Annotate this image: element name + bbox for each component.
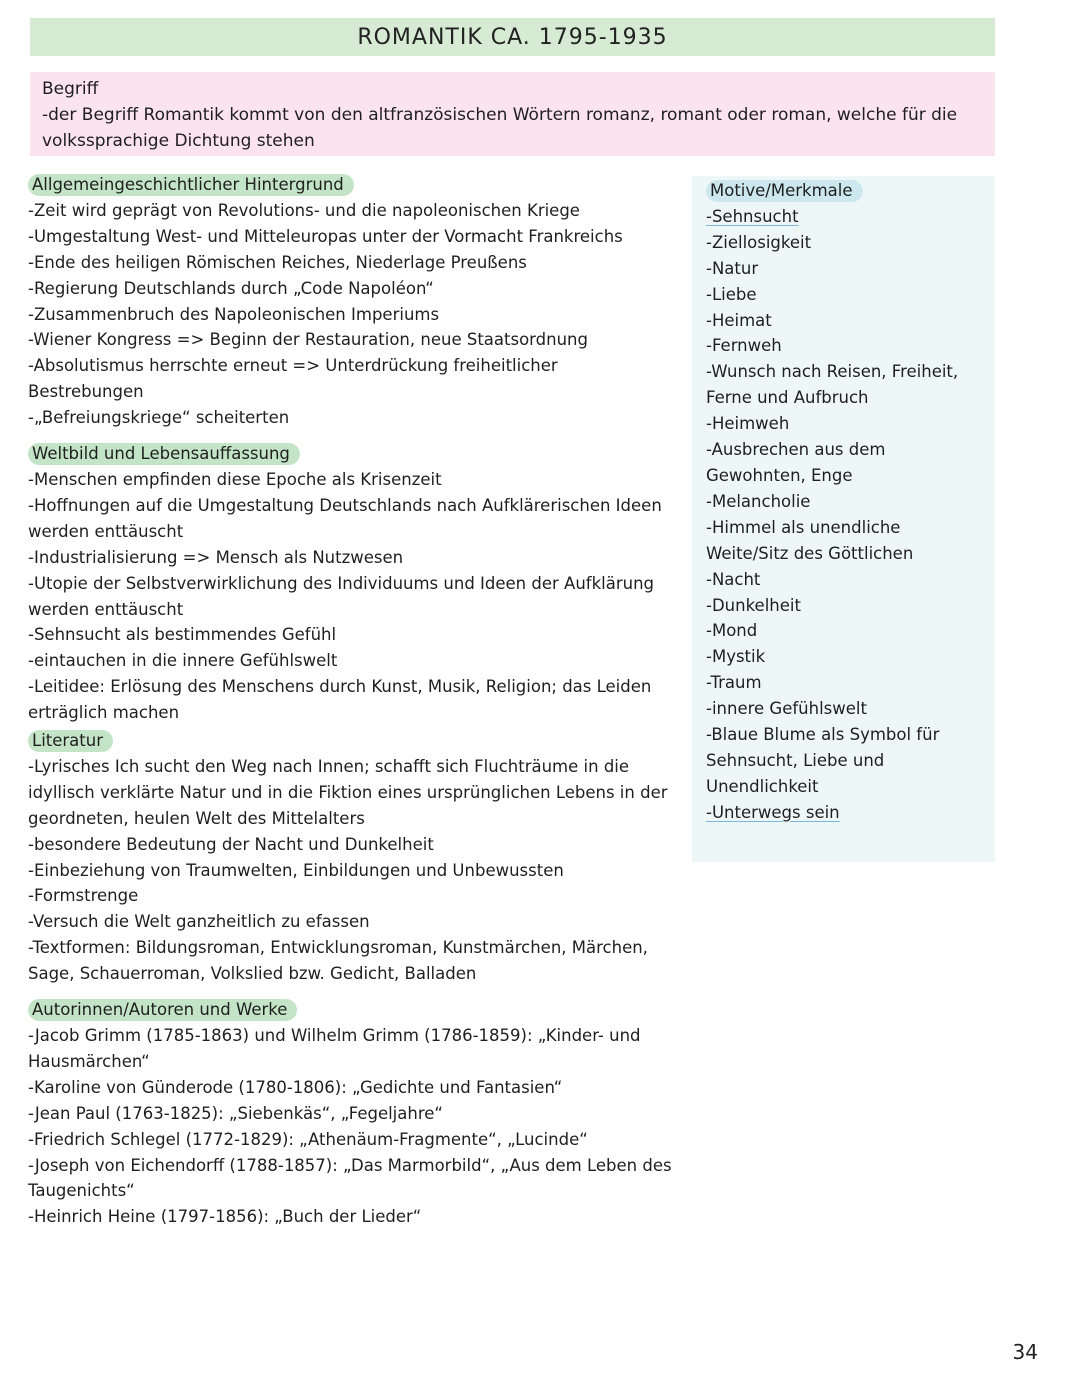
list-item: -Zusammenbruch des Napoleonischen Imperiums	[28, 304, 440, 324]
list-item: -Dunkelheit	[706, 595, 801, 615]
list-item: -Blaue Blume als Symbol für Sehnsucht, Liebe und Unendlichkeit	[706, 725, 940, 796]
list-item: -Sehnsucht	[706, 206, 799, 226]
list-item: -Wunsch nach Reisen, Freiheit, Ferne und Aufbruch	[706, 362, 959, 408]
list-item: -Umgestaltung West- und Mitteleuropas unter der Vormacht Frankreichs	[28, 226, 623, 246]
page-title: ROMANTIK CA. 1795-1935	[357, 24, 668, 50]
list-item: -Heimat	[706, 310, 772, 330]
list-item: -Ziellosigkeit	[706, 232, 812, 252]
list-item: -Traum	[706, 673, 762, 693]
list-item: -Heinrich Heine (1797-1856): „Buch der Lieder“	[28, 1207, 422, 1227]
list-item: -Unterwegs sein	[706, 802, 840, 822]
list-item: -Joseph von Eichendorff (1788-1857): „Das Marmorbild“, „Aus dem Leben des Taugenichts“	[28, 1155, 672, 1201]
list-item: -Absolutismus herrschte erneut => Unterdrückung freiheitlicher Bestrebungen	[28, 356, 558, 402]
hintergrund-heading: Allgemeingeschichtlicher Hintergrund	[28, 174, 354, 196]
literatur-heading: Literatur	[28, 730, 113, 752]
list-item: -Versuch die Welt ganzheitlich zu efassen	[28, 912, 370, 932]
list-item: -Himmel als unendliche Weite/Sitz des Göttlichen	[706, 517, 914, 563]
list-item: -Karoline von Günderode (1780-1806): „Gedichte und Fantasien“	[28, 1077, 563, 1097]
list-item: -Formstrenge	[28, 886, 139, 906]
list-item: -Textformen: Bildungsroman, Entwicklungsroman, Kunstmärchen, Märchen, Sage, Schauerroman, Volkslied bzw. Gedicht, Balladen	[28, 938, 648, 984]
list-item: -Ende des heiligen Römischen Reiches, Niederlage Preußens	[28, 252, 527, 272]
motive-heading: Motive/Merkmale	[706, 180, 863, 202]
list-item: -Melancholie	[706, 491, 811, 511]
list-item: -Friedrich Schlegel (1772-1829): „Athenäum-Fragmente“, „Lucinde“	[28, 1129, 588, 1149]
main-column	[28, 172, 678, 1240]
list-item: -Liebe	[706, 284, 757, 304]
literatur-section	[28, 728, 678, 987]
weltbild-section	[28, 441, 678, 726]
list-item: -Jacob Grimm (1785-1863) und Wilhelm Grimm (1786-1859): „Kinder- und Hausmärchen“	[28, 1026, 641, 1071]
list-item: -Nacht	[706, 569, 761, 589]
list-item: -Leitidee: Erlösung des Menschens durch Kunst, Musik, Religion; das Leiden erträglich machen	[28, 677, 652, 723]
list-item: -Industrialisierung => Mensch als Nutzwesen	[28, 547, 404, 567]
list-item: -Utopie der Selbstverwirklichung des Individuums und Ideen der Aufklärung werden enttäuscht	[28, 573, 655, 619]
list-item: -Natur	[706, 258, 759, 278]
list-item: -Sehnsucht als bestimmendes Gefühl	[28, 625, 337, 645]
autoren-heading: Autorinnen/Autoren und Werke	[28, 999, 297, 1021]
list-item: -Fernweh	[706, 336, 782, 356]
page-title-bar	[30, 18, 995, 56]
list-item: -„Befreiungskriege“ scheiterten	[28, 408, 290, 428]
list-item: -Mond	[706, 621, 758, 641]
list-item: -Jean Paul (1763-1825): „Siebenkäs“, „Fegeljahre“	[28, 1103, 443, 1123]
list-item: -Hoffnungen auf die Umgestaltung Deutschlands nach Aufklärerischen Ideen werden enttäuscht	[28, 495, 662, 541]
list-item: -Heimweh	[706, 414, 790, 434]
list-item: -besondere Bedeutung der Nacht und Dunkelheit	[28, 834, 434, 854]
list-item: -Wiener Kongress => Beginn der Restauration, neue Staatsordnung	[28, 330, 588, 350]
begriff-text: -der Begriff Romantik kommt von den altfranzösischen Wörtern romanz, romant oder roman, welche für die volkssprachige Dichtung stehen	[42, 105, 958, 151]
list-item: -Ausbrechen aus dem Gewohnten, Enge	[706, 440, 886, 485]
list-item: -Mystik	[706, 647, 766, 667]
list-item: -innere Gefühlswelt	[706, 699, 867, 719]
weltbild-heading: Weltbild und Lebensauffassung	[28, 443, 300, 465]
list-item: -Zeit wird geprägt von Revolutions- und die napoleonischen Kriege	[28, 200, 580, 220]
list-item: -Menschen empfinden diese Epoche als Krisenzeit	[28, 469, 442, 489]
list-item: -Einbeziehung von Traumwelten, Einbildungen und Unbewussten	[28, 860, 564, 880]
list-item: -Regierung Deutschlands durch „Code Napoléon“	[28, 278, 434, 298]
begriff-heading: Begriff	[42, 79, 99, 99]
page-number: 34	[1012, 1340, 1038, 1364]
hintergrund-section	[28, 172, 678, 431]
autoren-section	[28, 997, 678, 1230]
begriff-section	[30, 72, 995, 156]
list-item: -eintauchen in die innere Gefühlswelt	[28, 651, 338, 671]
motive-sidebar	[692, 176, 995, 862]
list-item: -Lyrisches Ich sucht den Weg nach Innen; schafft sich Fluchträume in die idyllisch verklärte Natur und in die Fiktion eines ursprünglichen Lebens in der geordneten, heulen Welt des Mittelalters	[28, 756, 668, 828]
